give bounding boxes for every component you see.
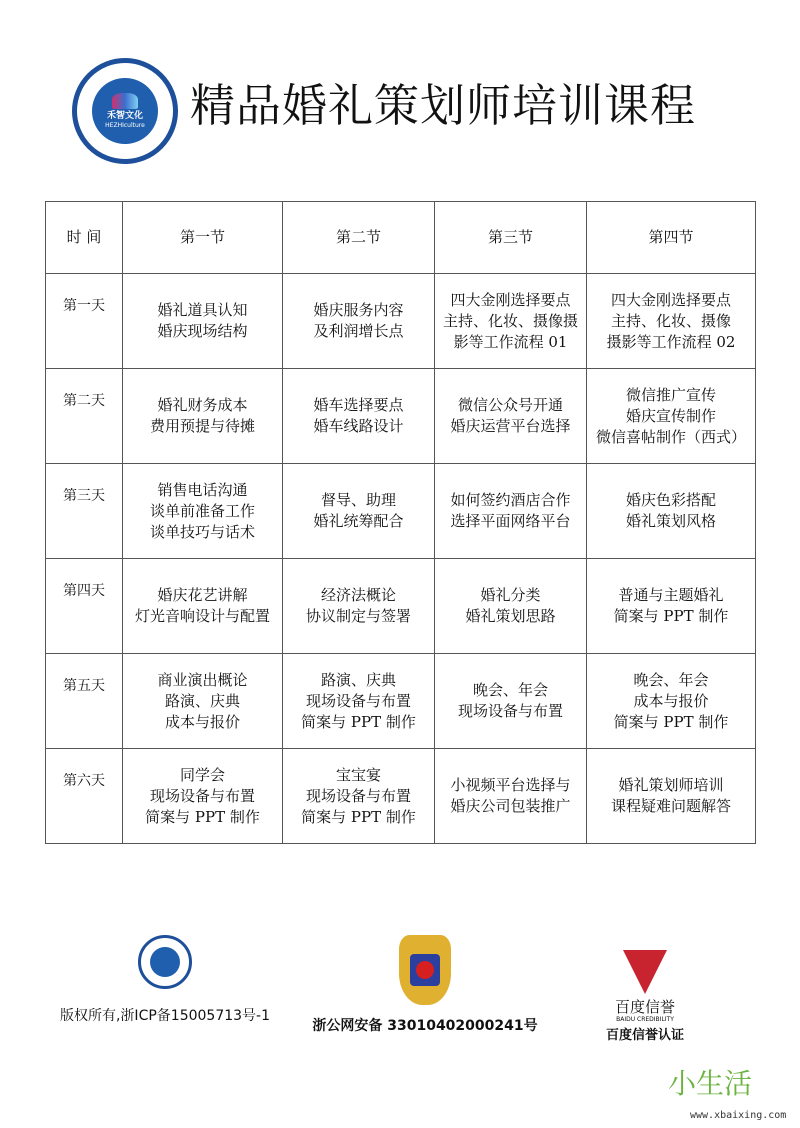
table-row: [46, 749, 756, 844]
session-cell: 婚礼财务成本 费用预提与待摊: [123, 369, 283, 464]
day-cell: 第一天: [46, 274, 123, 369]
baidu-block: [585, 950, 705, 1045]
logo-en: HEZHIculture: [105, 121, 145, 129]
session-cell: 同学会 现场设备与布置 简案与 PPT 制作: [123, 749, 283, 844]
session-cell: 普通与主题婚礼 简案与 PPT 制作: [587, 559, 756, 654]
session-cell: 晚会、年会 成本与报价 简案与 PPT 制作: [587, 654, 756, 749]
copyright-block: [40, 935, 290, 1025]
table-row: [46, 464, 756, 559]
session-cell: 小视频平台选择与 婚庆公司包装推广: [435, 749, 587, 844]
table-row: [46, 654, 756, 749]
watermark-text: 小生活: [668, 1067, 753, 1100]
day-cell: 第五天: [46, 654, 123, 749]
baidu-v-icon: [623, 950, 667, 994]
company-seal-icon: [138, 935, 192, 989]
column-header: 第三节: [435, 202, 587, 274]
schedule-table: [45, 201, 756, 844]
session-cell: 婚车选择要点 婚车线路设计: [283, 369, 435, 464]
logo-mark-icon: [112, 93, 138, 109]
company-logo: [72, 58, 178, 164]
copyright-text: 版权所有,浙ICP备15005713号-1: [59, 1008, 270, 1024]
session-cell: 晚会、年会 现场设备与布置: [435, 654, 587, 749]
day-cell: 第二天: [46, 369, 123, 464]
session-cell: 四大金刚选择要点 主持、化妆、摄像 摄影等工作流程 02: [587, 274, 756, 369]
session-cell: 婚礼策划师培训 课程疑难问题解答: [587, 749, 756, 844]
table-row: [46, 274, 756, 369]
session-cell: 经济法概论 协议制定与签署: [283, 559, 435, 654]
session-cell: 如何签约酒店合作 选择平面网络平台: [435, 464, 587, 559]
baidu-en: BAIDU CREDIBILITY: [616, 1016, 674, 1023]
baidu-cert: 百度信誉认证: [605, 1028, 684, 1043]
session-cell: 路演、庆典 现场设备与布置 简案与 PPT 制作: [283, 654, 435, 749]
column-header: 第二节: [283, 202, 435, 274]
page-title: 精品婚礼策划师培训课程: [190, 79, 697, 132]
table-row: [46, 559, 756, 654]
session-cell: 婚庆服务内容 及利润增长点: [283, 274, 435, 369]
watermark-url: www.xbaixing.com: [690, 1110, 787, 1121]
session-cell: 销售电话沟通 谈单前准备工作 谈单技巧与话术: [123, 464, 283, 559]
session-cell: 四大金刚选择要点 主持、化妆、摄像摄 影等工作流程 01: [435, 274, 587, 369]
column-header: 时 间: [46, 202, 123, 274]
session-cell: 婚礼分类 婚礼策划思路: [435, 559, 587, 654]
column-header: 第四节: [587, 202, 756, 274]
police-record-text: 浙公网安备 33010402000241号: [312, 1018, 538, 1034]
baidu-brand: 百度信誉: [614, 998, 675, 1016]
session-cell: 商业演出概论 路演、庆典 成本与报价: [123, 654, 283, 749]
column-header: 第一节: [123, 202, 283, 274]
session-cell: 微信公众号开通 婚庆运营平台选择: [435, 369, 587, 464]
session-cell: 婚庆色彩搭配 婚礼策划风格: [587, 464, 756, 559]
session-cell: 婚庆花艺讲解 灯光音响设计与配置: [123, 559, 283, 654]
day-cell: 第六天: [46, 749, 123, 844]
session-cell: 微信推广宣传 婚庆宣传制作 微信喜帖制作（西式）: [587, 369, 756, 464]
day-cell: 第三天: [46, 464, 123, 559]
police-block: [295, 935, 555, 1035]
session-cell: 宝宝宴 现场设备与布置 简案与 PPT 制作: [283, 749, 435, 844]
day-cell: 第四天: [46, 559, 123, 654]
logo-cn: 禾智文化: [106, 110, 143, 121]
session-cell: 婚礼道具认知 婚庆现场结构: [123, 274, 283, 369]
table-row: [46, 369, 756, 464]
session-cell: 督导、助理 婚礼统筹配合: [283, 464, 435, 559]
police-badge-icon: [399, 935, 451, 1005]
